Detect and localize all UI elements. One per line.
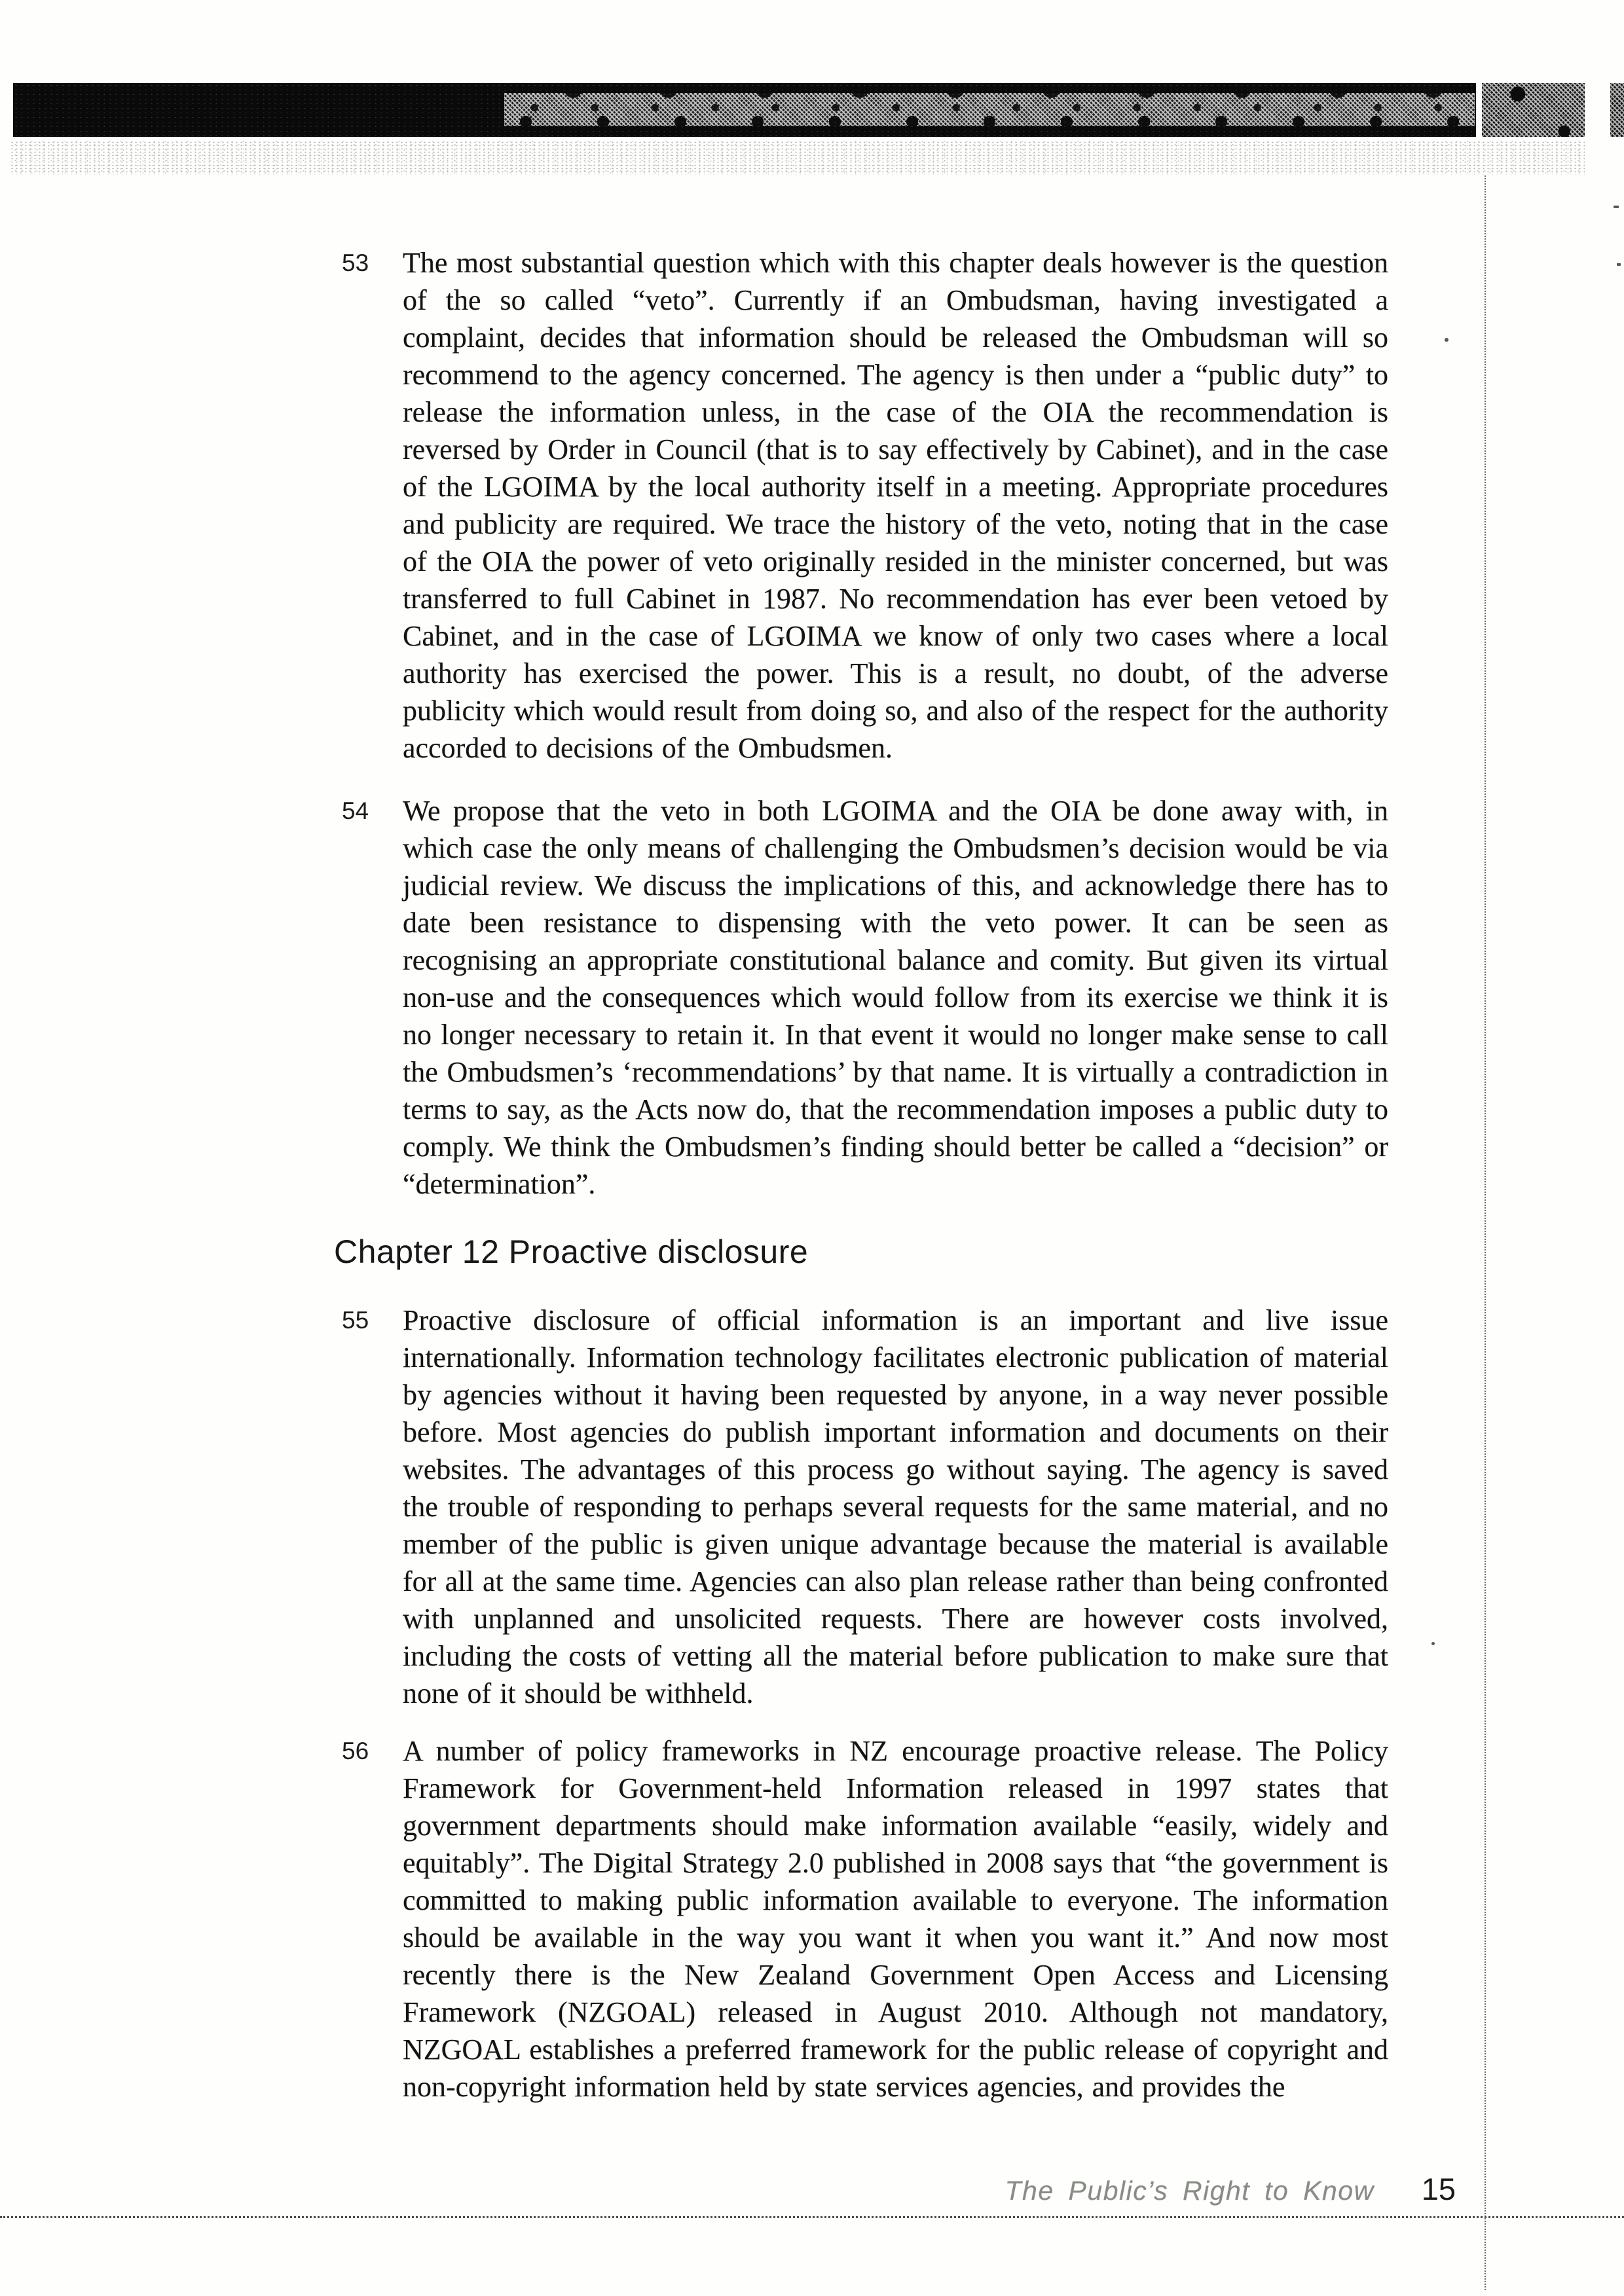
scan-speck	[1617, 263, 1621, 266]
right-margin-dotted-rule	[1485, 175, 1486, 2290]
footer-dotted-rule	[0, 2216, 1624, 2218]
paragraph-text: A number of policy frameworks in NZ encourage proactive release. The Policy Framework for Government-held Information released in 1997 states that government departments should make information available “easily, widely and equitably”. The Digital Strategy 2.0 published in 2008 says that “the government is committed to making public information available to everyone. The information should be available in the way you want it when you want it.” And now most recently there is the New Zealand Government Open Access and Licensing Framework (NZGOAL) released in August 2010. Although not mandatory, NZGOAL establishes a preferred framework for the public release of copyright and non-copyright information held by state services agencies, and provides the	[403, 1735, 1388, 2103]
header-koru-band-edge-sliver	[1610, 83, 1624, 137]
paragraph-number: 54	[342, 797, 369, 824]
paragraph-text: We propose that the veto in both LGOIMA and the OIA be done away with, in which case the only means of challenging the Ombudsmen’s decision would be via judicial review. We discuss the implications of this, and acknowledge there has to date been resistance to dispensing with the veto power. It can be seen as recognising an appropriate constitutional balance and comity. But given its virtual non-use and the consequences which would follow from its exercise we think it is no longer necessary to retain it. In that event it would no longer make sense to call the Ombudsmen’s ‘recommendations’ by that name. It is virtually a contradiction in terms to say, as the Acts now do, that the recommendation imposes a public duty to comply. We think the Ombudsmen’s finding should better be called a “decision” or “determination”.	[403, 795, 1388, 1200]
paragraph-56	[342, 1732, 1390, 2105]
header-scan-noise-strip	[10, 141, 1585, 175]
paragraph-text: The most substantial question which with this chapter deals however is the question of the so called “veto”. Currently if an Ombudsman, having investigated a complaint, decides that information should be released the Ombudsman will so recommend to the agency concerned. The agency is then under a “public duty” to release the information unless, in the case of the OIA the recommendation is reversed by Order in Council (that is to say effectively by Cabinet), and in the case of the LGOIMA by the local authority itself in a meeting. Appropriate procedures and publicity are required. We trace the history of the veto, noting that in the case of the OIA the power of veto originally resided in the minister concerned, but was transferred to full Cabinet in 1987. No recommendation has ever been vetoed by Cabinet, and in the case of LGOIMA we know of only two cases where a local authority has exercised the power. This is a result, no doubt, of the adverse publicity which would result from doing so, and also of the respect for the authority accorded to decisions of the Ombudsmen.	[403, 247, 1388, 764]
scan-speck	[1431, 1642, 1435, 1645]
header-koru-band-end	[1482, 83, 1585, 137]
scan-speck	[1445, 338, 1449, 342]
scan-speck	[1614, 206, 1619, 208]
header-koru-band	[13, 83, 1476, 137]
page-footer	[0, 2171, 1456, 2207]
paragraph-53	[342, 244, 1390, 767]
paragraph-55	[342, 1302, 1390, 1712]
paragraph-54	[342, 792, 1390, 1203]
paragraph-number: 55	[342, 1307, 369, 1334]
page-number: 15	[1421, 2172, 1456, 2206]
paragraph-text: Proactive disclosure of official information is an important and live issue internationally. Information technology facilitates electronic publication of material by agencies without it having been requested by anyone, in a way never possible before. Most agencies do publish important information and documents on their websites. The advantages of this process go without saying. The agency is saved the trouble of responding to perhaps several requests for the same material, and no member of the public is given unique advantage because the material is available for all at the same time. Agencies can also plan release rather than being confronted with unplanned and unsolicited requests. There are however costs involved, including the costs of vetting all the material before publication to make sure that none of it should be withheld.	[403, 1304, 1388, 1709]
chapter-heading: Chapter 12 Proactive disclosure	[334, 1233, 809, 1270]
paragraph-number: 53	[342, 249, 369, 276]
running-title: The Public’s Right to Know	[1005, 2176, 1375, 2206]
koru-pattern	[504, 93, 1475, 126]
paragraph-number: 56	[342, 1738, 369, 1764]
